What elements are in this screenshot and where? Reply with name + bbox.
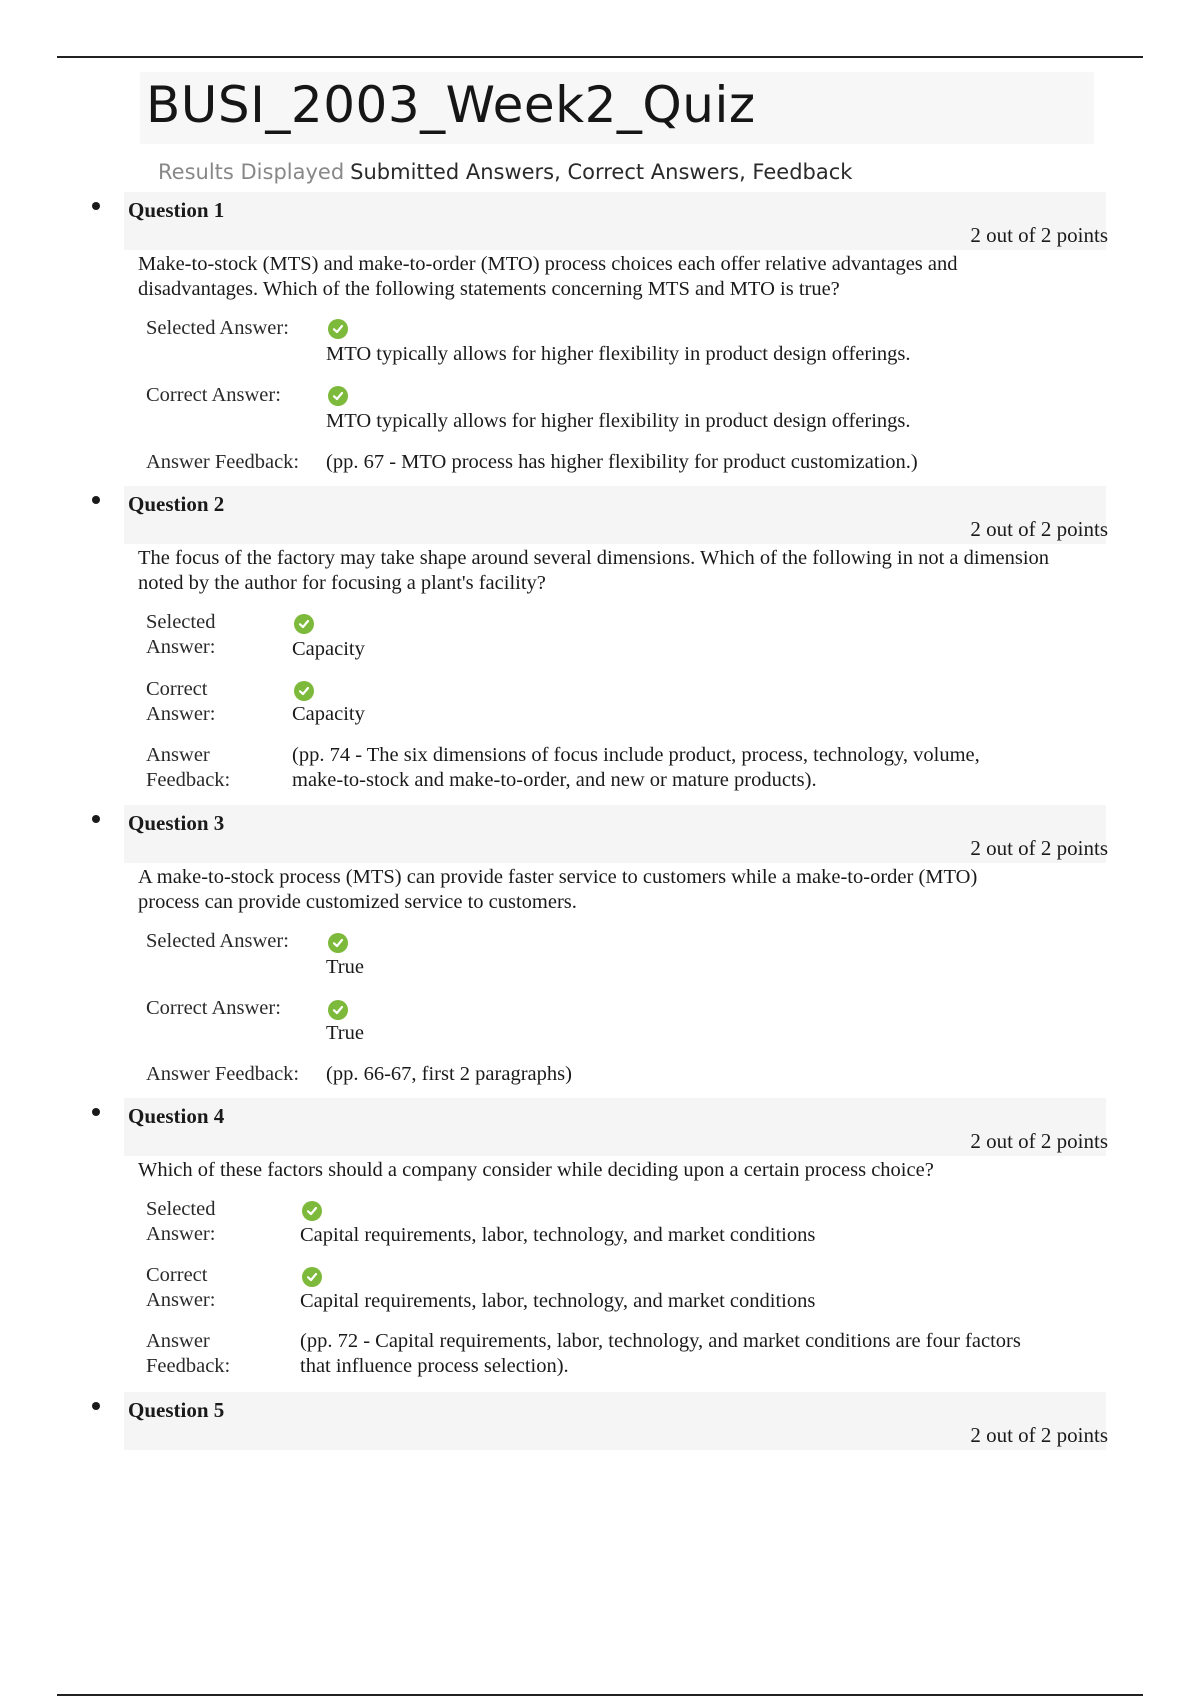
- title-bar: [140, 72, 1094, 144]
- answer-feedback-label: Answer Feedback:: [146, 744, 231, 791]
- bullet: [92, 815, 100, 823]
- answer-feedback: (pp. 67 - MTO process has higher flexibility for product customization.): [326, 451, 918, 473]
- answer-feedback-label: Answer Feedback:: [146, 1330, 231, 1377]
- check-circle-icon: [294, 681, 314, 701]
- bullet: [92, 496, 100, 504]
- correct-answer-label: Correct Answer:: [146, 384, 281, 406]
- bottom-rule: [57, 1694, 1143, 1696]
- correct-answer: Capital requirements, labor, technology, and market conditions: [300, 1290, 816, 1312]
- question-header: [124, 805, 1106, 863]
- selected-answer: Capacity: [292, 638, 365, 660]
- page-title: BUSI_2003_Week2_Quiz: [146, 76, 756, 134]
- correct-answer: True: [326, 1022, 364, 1044]
- check-circle-icon: [302, 1267, 322, 1287]
- question-points: 2 out of 2 points: [970, 1423, 1108, 1447]
- question-title: Question 2: [128, 492, 225, 516]
- answer-feedback-label: Answer Feedback:: [146, 451, 300, 473]
- selected-answer: Capital requirements, labor, technology, and market conditions: [300, 1224, 816, 1246]
- answer-feedback: (pp. 66-67, first 2 paragraphs): [326, 1063, 572, 1085]
- question-text: The focus of the factory may take shape around several dimensions. Which of the following in not a dimension noted by the author for focusing a plant's facility?: [138, 547, 1050, 594]
- question-text: Make-to-stock (MTS) and make-to-order (MTO) process choices each offer relative advantages and disadvantages. Which of the following statements concerning MTS and MTO is true?: [138, 253, 958, 300]
- selected-answer-label: Selected Answer:: [146, 317, 289, 339]
- question-header: [124, 1392, 1106, 1450]
- selected-answer: True: [326, 956, 364, 978]
- question-points: 2 out of 2 points: [970, 1129, 1108, 1153]
- question-text: A make-to-stock process (MTS) can provide faster service to customers while a make-to-order (MTO) process can provide customized service to customers.: [138, 866, 978, 913]
- question-title: Question 5: [128, 1398, 225, 1422]
- question-points: 2 out of 2 points: [970, 836, 1108, 860]
- question-header: [124, 192, 1106, 250]
- question-points: 2 out of 2 points: [970, 517, 1108, 541]
- bullet: [92, 1402, 100, 1410]
- selected-answer-label: Selected Answer:: [146, 611, 216, 658]
- question-title: Question 1: [128, 198, 225, 222]
- selected-answer: MTO typically allows for higher flexibility in product design offerings.: [326, 343, 911, 365]
- check-circle-icon: [294, 614, 314, 634]
- results-displayed: [158, 160, 852, 184]
- results-label: Results Displayed: [158, 160, 345, 184]
- question-title: Question 4: [128, 1104, 225, 1128]
- bullet: [92, 1108, 100, 1116]
- results-value: Submitted Answers, Correct Answers, Feedback: [350, 160, 853, 184]
- check-circle-icon: [328, 1000, 348, 1020]
- correct-answer-label: Correct Answer:: [146, 997, 281, 1019]
- top-rule: [57, 56, 1143, 58]
- question-points: 2 out of 2 points: [970, 223, 1108, 247]
- check-circle-icon: [328, 933, 348, 953]
- check-circle-icon: [302, 1201, 322, 1221]
- question-header: [124, 486, 1106, 544]
- bullet: [92, 202, 100, 210]
- correct-answer-label: Correct Answer:: [146, 1264, 216, 1311]
- correct-answer-label: Correct Answer:: [146, 678, 216, 725]
- check-circle-icon: [328, 319, 348, 339]
- answer-feedback: (pp. 74 - The six dimensions of focus include product, process, technology, volume, make-to-stock and make-to-order, and new or mature products).: [292, 744, 980, 791]
- answer-feedback: (pp. 72 - Capital requirements, labor, technology, and market conditions are four factors that influence process selection).: [300, 1330, 1021, 1377]
- selected-answer-label: Selected Answer:: [146, 1198, 216, 1245]
- question-text: Which of these factors should a company consider while deciding upon a certain process choice?: [138, 1159, 934, 1181]
- correct-answer: MTO typically allows for higher flexibility in product design offerings.: [326, 410, 911, 432]
- correct-answer: Capacity: [292, 703, 365, 725]
- question-header: [124, 1098, 1106, 1156]
- check-circle-icon: [328, 386, 348, 406]
- question-title: Question 3: [128, 811, 225, 835]
- selected-answer-label: Selected Answer:: [146, 930, 289, 952]
- answer-feedback-label: Answer Feedback:: [146, 1063, 300, 1085]
